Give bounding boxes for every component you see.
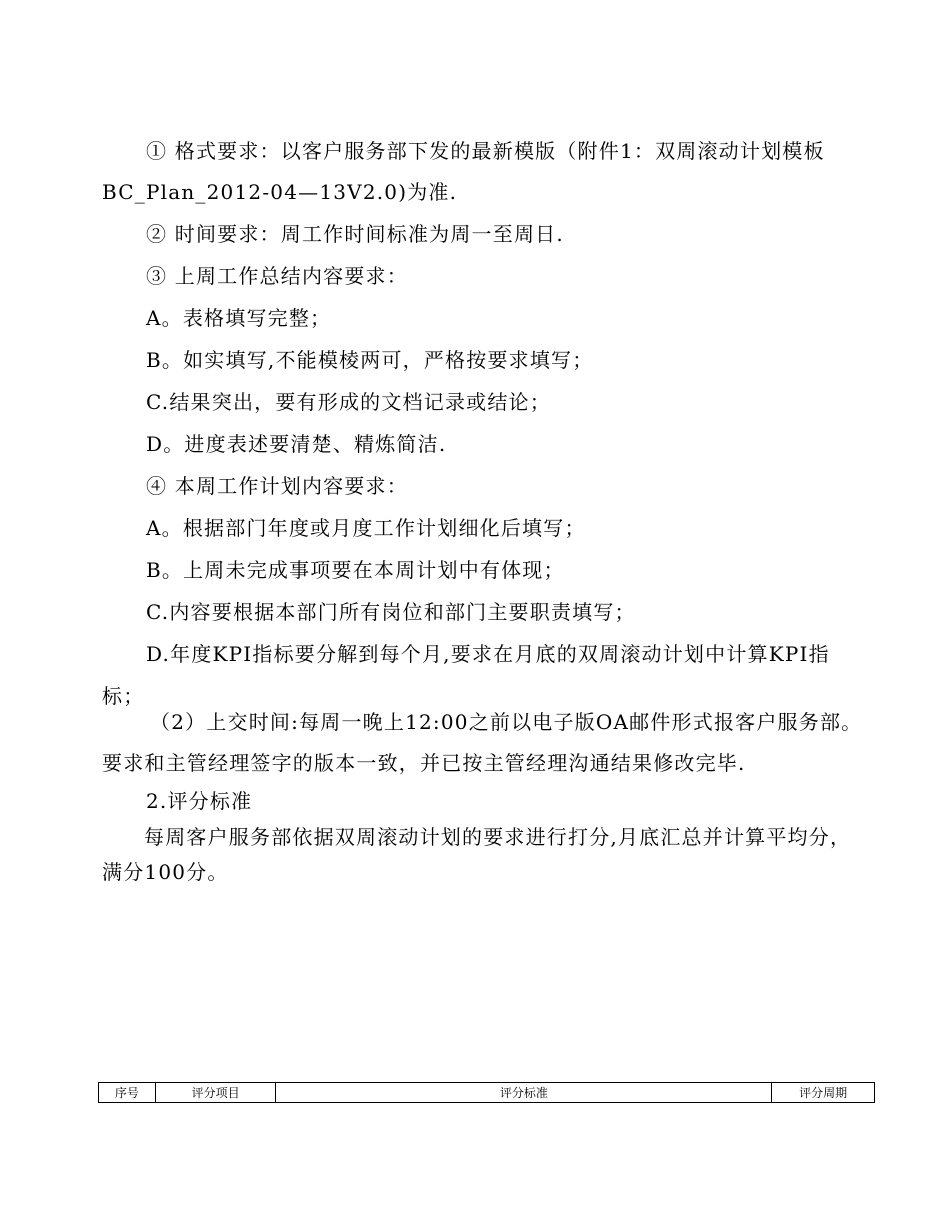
header-scoring-period: 评分周期 (772, 1083, 875, 1103)
summary-item-d: D。进度表述要清楚、精炼简洁. (146, 432, 447, 456)
plan-item-d-line-2: 标； (102, 684, 145, 708)
scoring-table (98, 1082, 875, 1103)
summary-item-a: A。表格填写完整； (146, 306, 332, 330)
format-requirement-line-1: ① 格式要求：以客户服务部下发的最新模版（附件1：双周滚动计划模板 (146, 139, 825, 163)
scoring-description-line-2: 满分100分。 (102, 860, 229, 884)
header-serial-number: 序号 (99, 1083, 156, 1103)
header-scoring-item: 评分项目 (155, 1083, 276, 1103)
summary-item-c: C.结果突出，要有形成的文档记录或结论； (146, 390, 551, 414)
plan-item-b: B。上周未完成事项要在本周计划中有体现； (146, 558, 565, 582)
time-requirement: ② 时间要求：周工作时间标准为周一至周日. (146, 222, 564, 246)
this-week-plan-heading: ④ 本周工作计划内容要求： (146, 474, 408, 498)
scoring-description-line-1: 每周客户服务部依据双周滚动计划的要求进行打分,月底汇总并计算平均分， (144, 825, 852, 849)
format-requirement-line-2: BC_Plan_2012-04—13V2.0)为准. (102, 180, 458, 204)
submission-time-line-2: 要求和主管经理签字的版本一致，并已按主管经理沟通结果修改完毕. (102, 751, 746, 775)
submission-time-line-1: （2）上交时间:每周一晚上12:00之前以电子版OA邮件形式报客户服务部。 (150, 710, 863, 734)
plan-item-d-line-1: D.年度KPI指标要分解到每个月,要求在月底的双周滚动计划中计算KPI指 (146, 642, 830, 666)
scoring-standard-heading: 2.评分标准 (146, 789, 253, 813)
header-scoring-standard: 评分标准 (276, 1083, 772, 1103)
summary-item-b: B。如实填写,不能模棱两可，严格按要求填写； (146, 348, 594, 372)
plan-item-c: C.内容要根据本部门所有岗位和部门主要职责填写； (146, 600, 636, 624)
last-week-summary-heading: ③ 上周工作总结内容要求： (146, 264, 408, 288)
plan-item-a: A。根据部门年度或月度工作计划细化后填写； (146, 516, 586, 540)
scoring-table-header-row (99, 1083, 875, 1103)
